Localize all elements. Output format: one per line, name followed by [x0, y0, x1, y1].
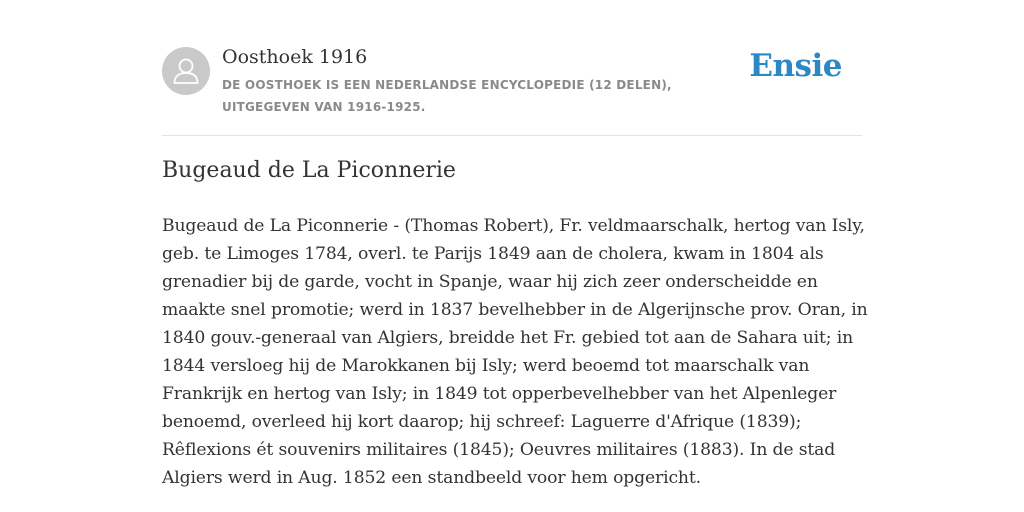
- user-icon: [162, 47, 210, 95]
- source-title[interactable]: Oosthoek 1916: [222, 46, 368, 68]
- entry-title: Bugeaud de La Piconnerie: [162, 158, 456, 183]
- source-header: [162, 44, 862, 120]
- divider: [162, 135, 862, 136]
- entry-body: Bugeaud de La Piconnerie - (Thomas Robert), Fr. veldmaarschalk, hertog van Isly, geb. te Limoges 1784, overl. te Parijs 1849 aan de cholera, kwam in 1804 als grenadier bij de garde, vocht in Spanje, waar hij zich zeer onderscheidde en maakte snel promotie; werd in 1837 bevelhebber in de Algerijnsche prov. Oran, in 1840 gouv.-generaal van Algiers, breidde het Fr. gebied tot aan de Sahara uit; in 1844 versloeg hij de Marokkanen bij Isly; werd beoemd tot maarschalk van Frankrijk en hertog van Isly; in 1849 tot opperbevelhebber van het Alpenleger benoemd, overleed hij kort daarop; hij schreef: Laguerre d'Afrique (1839); Rêflexions ét souvenirs militaires (1845); Oeuvres militaires (1883). In de stad Algiers werd in Aug. 1852 een standbeeld voor hem opgericht.: [162, 216, 868, 488]
- avatar[interactable]: [162, 47, 210, 95]
- source-description: DE OOSTHOEK IS EEN NEDERLANDSE ENCYCLOPEDIE (12 DELEN), UITGEGEVEN VAN 1916-1925.: [222, 78, 672, 114]
- ensie-logo[interactable]: Ensie: [749, 48, 842, 84]
